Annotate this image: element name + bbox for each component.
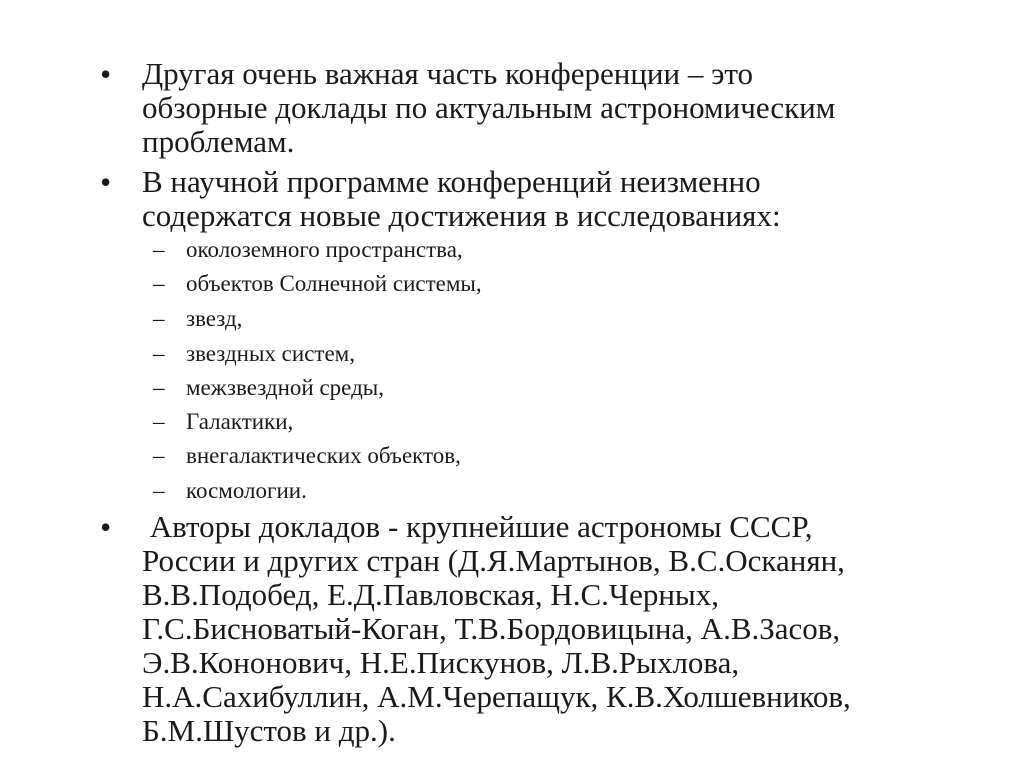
subitem-label: космологии. — [186, 478, 307, 503]
bullet-line: Э.В.Кононович, Н.Е.Пискунов, Л.В.Рыхлова, — [142, 645, 740, 680]
dash-marker: – — [153, 375, 165, 400]
bullet-line: содержатся новые достижения в исследованиях: — [142, 198, 781, 233]
dash-marker: – — [153, 237, 165, 262]
subitem-label: околоземного пространства, — [186, 237, 463, 262]
dash-marker: – — [153, 306, 165, 331]
bullet-line: В научной программе конференций неизменно — [142, 164, 761, 199]
subitem-label: звезд, — [186, 306, 243, 331]
subitem-label: Галактики, — [186, 409, 294, 434]
bullet-line: Авторы докладов - крупнейшие астрономы СССР, — [142, 509, 813, 544]
bullet-line: России и других стран (Д.Я.Мартынов, В.С.Осканян, — [142, 543, 845, 578]
dash-marker: – — [153, 478, 165, 503]
subitem-label: межзвездной среды, — [186, 375, 384, 400]
bullet-marker: • — [100, 164, 112, 200]
subitem-label: внегалактических объектов, — [186, 443, 461, 468]
bullet-line: Другая очень важная часть конференции – это — [142, 56, 754, 91]
dash-marker: – — [153, 341, 165, 366]
bullet-line: В.В.Подобед, Е.Д.Павловская, Н.С.Черных, — [142, 577, 719, 612]
bullet-line: проблемам. — [142, 124, 295, 159]
subitem-label: звездных систем, — [186, 341, 355, 366]
bullet-marker: • — [100, 509, 112, 545]
bullet-line: Б.М.Шустов и др.). — [142, 713, 396, 748]
bullet-line: обзорные доклады по актуальным астрономическим — [142, 90, 836, 125]
bullet-line: Г.С.Бисноватый-Коган, Т.В.Бордовицына, А.В.Засов, — [142, 611, 841, 646]
bullet-marker: • — [100, 56, 112, 92]
dash-marker: – — [153, 409, 165, 434]
dash-marker: – — [153, 443, 165, 468]
bullet-line: Н.А.Сахибуллин, А.М.Черепащук, К.В.Холшевников, — [142, 679, 851, 714]
dash-marker: – — [153, 271, 165, 296]
subitem-label: объектов Солнечной системы, — [186, 271, 482, 296]
